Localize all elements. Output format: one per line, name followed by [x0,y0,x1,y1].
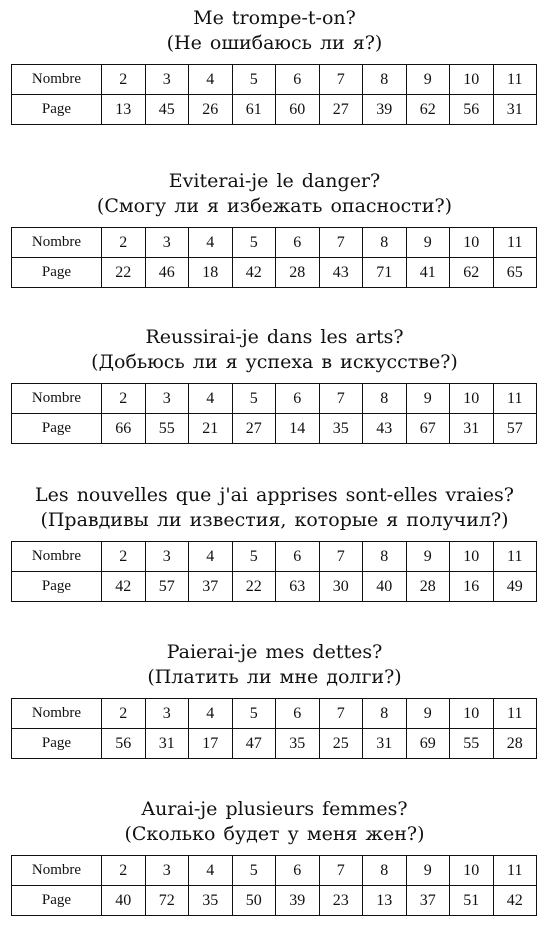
number-cell: 3 [145,856,189,886]
number-cell: 10 [450,542,494,572]
number-cell: 7 [319,384,363,414]
number-cell: 11 [493,384,537,414]
page-number-cell: 21 [189,414,233,444]
number-cell: 6 [276,228,320,258]
number-cell: 8 [363,699,407,729]
page-number-cell: 56 [102,729,146,759]
page-number-cell: 30 [319,572,363,602]
page-number-cell: 62 [450,258,494,288]
nombre-header-cell: Nombre [12,856,102,886]
number-cell: 2 [102,542,146,572]
number-cell: 4 [189,384,233,414]
number-row [12,384,537,414]
page-number-cell: 65 [493,258,537,288]
page-number-cell: 72 [145,886,189,916]
number-cell: 4 [189,699,233,729]
page-number-cell: 41 [406,258,450,288]
number-cell: 6 [276,856,320,886]
number-cell: 11 [493,856,537,886]
page-number-cell: 40 [102,886,146,916]
page-lookup-table [11,855,537,916]
page-number-cell: 31 [145,729,189,759]
question-title-russian: (Правдивы ли известия, которые я получил?) [40,509,509,531]
number-cell: 2 [102,65,146,95]
page-number-cell: 69 [406,729,450,759]
number-cell: 4 [189,856,233,886]
nombre-header-cell: Nombre [12,228,102,258]
page-number-cell: 31 [450,414,494,444]
number-cell: 11 [493,542,537,572]
number-cell: 8 [363,65,407,95]
page-row [12,95,537,125]
number-cell: 5 [232,65,276,95]
page-number-cell: 47 [232,729,276,759]
number-cell: 3 [145,542,189,572]
page-row [12,414,537,444]
question-section [0,169,549,281]
page-number-cell: 22 [102,258,146,288]
number-cell: 11 [493,699,537,729]
number-cell: 9 [406,699,450,729]
page-number-cell: 71 [363,258,407,288]
number-cell: 5 [232,856,276,886]
number-cell: 3 [145,699,189,729]
page-label-cell: Page [12,258,102,288]
page-label-cell: Page [12,886,102,916]
question-title-french: Les nouvelles que j'ai apprises sont-elles vraies? [35,484,514,506]
number-cell: 7 [319,856,363,886]
page-number-cell: 66 [102,414,146,444]
number-cell: 9 [406,65,450,95]
number-cell: 7 [319,699,363,729]
page-number-cell: 60 [276,95,320,125]
page-number-cell: 45 [145,95,189,125]
number-cell: 7 [319,65,363,95]
number-cell: 5 [232,384,276,414]
question-title-french: Eviterai-je le danger? [168,170,381,192]
page-number-cell: 31 [493,95,537,125]
number-row [12,228,537,258]
question-title-russian: (Смогу ли я избежать опасности?) [96,195,453,217]
page-number-cell: 13 [363,886,407,916]
number-cell: 6 [276,542,320,572]
page-label-cell: Page [12,572,102,602]
number-cell: 8 [363,542,407,572]
number-cell: 10 [450,65,494,95]
question-section [0,797,549,909]
page-row [12,729,537,759]
number-cell: 10 [450,699,494,729]
page-number-cell: 61 [232,95,276,125]
question-title-french: Me trompe-t-on? [193,7,356,29]
number-cell: 5 [232,228,276,258]
page-number-cell: 23 [319,886,363,916]
page-number-cell: 39 [363,95,407,125]
nombre-header-cell: Nombre [12,699,102,729]
number-cell: 4 [189,228,233,258]
page-number-cell: 42 [493,886,537,916]
page-number-cell: 63 [276,572,320,602]
nombre-header-cell: Nombre [12,542,102,572]
question-title-french: Aurai-je plusieurs femmes? [141,798,408,820]
page-number-cell: 26 [189,95,233,125]
number-cell: 11 [493,65,537,95]
page-number-cell: 50 [232,886,276,916]
page-label-cell: Page [12,729,102,759]
page-number-cell: 57 [145,572,189,602]
number-cell: 3 [145,65,189,95]
page-number-cell: 40 [363,572,407,602]
page-number-cell: 57 [493,414,537,444]
number-cell: 5 [232,542,276,572]
page-lookup-table [11,541,537,602]
page-lookup-table [11,64,537,125]
question-title-russian: (Не ошибаюсь ли я?) [166,32,383,54]
page-number-cell: 28 [493,729,537,759]
page-number-cell: 27 [319,95,363,125]
number-cell: 3 [145,384,189,414]
number-row [12,65,537,95]
page-number-cell: 28 [276,258,320,288]
number-cell: 8 [363,228,407,258]
page-lookup-table [11,698,537,759]
page-lookup-table [11,383,537,444]
number-cell: 4 [189,542,233,572]
number-cell: 8 [363,856,407,886]
number-cell: 2 [102,699,146,729]
number-cell: 10 [450,856,494,886]
number-cell: 6 [276,384,320,414]
number-row [12,542,537,572]
page-row [12,886,537,916]
page-number-cell: 18 [189,258,233,288]
page-number-cell: 25 [319,729,363,759]
page-number-cell: 28 [406,572,450,602]
question-title-russian: (Платить ли мне долги?) [147,666,402,688]
page-number-cell: 49 [493,572,537,602]
number-cell: 7 [319,228,363,258]
page-number-cell: 14 [276,414,320,444]
page-number-cell: 42 [102,572,146,602]
question-title-french: Paierai-je mes dettes? [166,641,383,663]
number-cell: 4 [189,65,233,95]
number-cell: 3 [145,228,189,258]
number-cell: 9 [406,384,450,414]
number-cell: 5 [232,699,276,729]
page-number-cell: 31 [363,729,407,759]
number-row [12,699,537,729]
page-number-cell: 13 [102,95,146,125]
page-number-cell: 37 [406,886,450,916]
page-number-cell: 16 [450,572,494,602]
number-cell: 11 [493,228,537,258]
question-section [0,640,549,752]
nombre-header-cell: Nombre [12,65,102,95]
number-cell: 6 [276,65,320,95]
number-cell: 10 [450,384,494,414]
page-row [12,572,537,602]
page-number-cell: 43 [319,258,363,288]
page-number-cell: 46 [145,258,189,288]
page-number-cell: 39 [276,886,320,916]
page-number-cell: 42 [232,258,276,288]
page-number-cell: 17 [189,729,233,759]
page-label-cell: Page [12,95,102,125]
page-number-cell: 37 [189,572,233,602]
page-number-cell: 22 [232,572,276,602]
page-lookup-table [11,227,537,288]
page-number-cell: 67 [406,414,450,444]
page-number-cell: 55 [450,729,494,759]
number-cell: 6 [276,699,320,729]
number-cell: 2 [102,856,146,886]
page-number-cell: 35 [276,729,320,759]
page-number-cell: 35 [319,414,363,444]
number-cell: 9 [406,542,450,572]
page-number-cell: 43 [363,414,407,444]
number-cell: 9 [406,228,450,258]
question-title-french: Reussirai-je dans les arts? [145,326,404,348]
number-cell: 7 [319,542,363,572]
number-cell: 2 [102,384,146,414]
page-number-cell: 56 [450,95,494,125]
question-section [0,6,549,118]
page-number-cell: 51 [450,886,494,916]
number-cell: 9 [406,856,450,886]
question-title-russian: (Сколько будет у меня жен?) [124,823,425,845]
number-cell: 2 [102,228,146,258]
page-label-cell: Page [12,414,102,444]
question-title-russian: (Добьюсь ли я успеха в искусстве?) [91,351,458,373]
page-number-cell: 55 [145,414,189,444]
number-row [12,856,537,886]
question-section [0,483,549,595]
page-row [12,258,537,288]
question-section [0,325,549,437]
number-cell: 10 [450,228,494,258]
page-number-cell: 62 [406,95,450,125]
number-cell: 8 [363,384,407,414]
page-number-cell: 27 [232,414,276,444]
page-number-cell: 35 [189,886,233,916]
nombre-header-cell: Nombre [12,384,102,414]
